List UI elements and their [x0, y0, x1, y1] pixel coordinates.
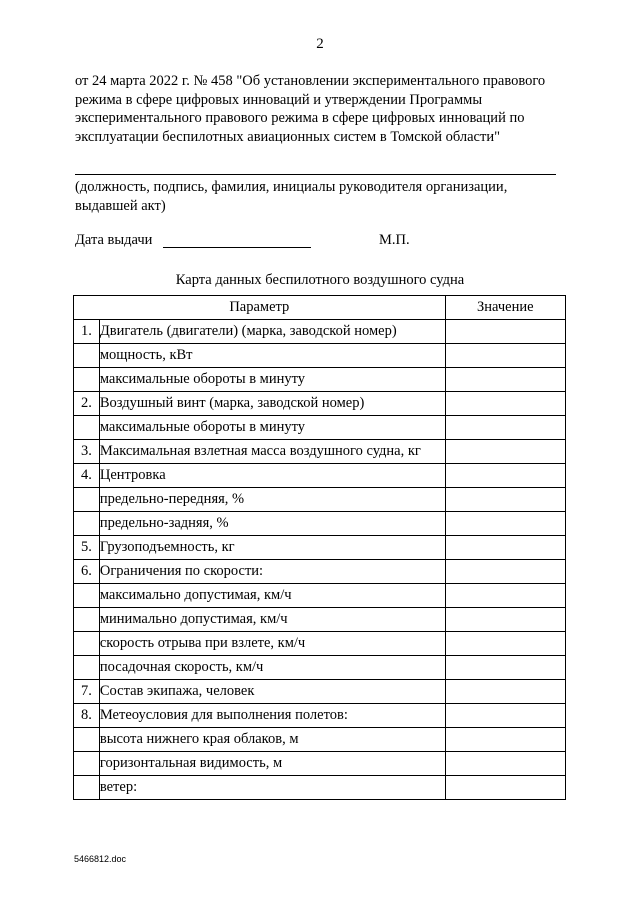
row-value-cell[interactable]	[445, 368, 565, 392]
row-value-cell[interactable]	[445, 560, 565, 584]
table-row	[74, 752, 566, 776]
row-parameter: Воздушный винт (марка, заводской номер)	[99, 392, 445, 416]
row-number	[74, 728, 100, 752]
row-parameter: горизонтальная видимость, м	[99, 752, 445, 776]
row-number	[74, 776, 100, 800]
table-title: Карта данных беспилотного воздушного судна	[175, 272, 465, 288]
row-number	[74, 656, 100, 680]
row-value-cell[interactable]	[445, 680, 565, 704]
header-value: Значение	[445, 296, 565, 320]
row-value-cell[interactable]	[445, 464, 565, 488]
aircraft-data-table	[73, 295, 566, 800]
page-number: 2	[316, 36, 324, 52]
row-parameter: максимально допустимая, км/ч	[99, 584, 445, 608]
row-number	[74, 344, 100, 368]
row-value-cell[interactable]	[445, 776, 565, 800]
row-number	[74, 416, 100, 440]
table-header-row	[74, 296, 566, 320]
row-parameter: Грузоподъемность, кг	[99, 536, 445, 560]
intro-text: от 24 марта 2022 г. № 458 "Об установлении экспериментального правового режима в сфере цифровых инноваций и утверждении Программы экспериментального правового режима в сфере цифровых инноваций по эксплуатации беспилотных авиационных систем в Томской области"	[75, 73, 546, 145]
row-value-cell[interactable]	[445, 320, 565, 344]
table-row	[74, 728, 566, 752]
row-number	[74, 488, 100, 512]
row-value-cell[interactable]	[445, 656, 565, 680]
row-parameter: максимальные обороты в минуту	[99, 416, 445, 440]
table-row	[74, 320, 566, 344]
table-row	[74, 512, 566, 536]
row-value-cell[interactable]	[445, 608, 565, 632]
table-row	[74, 344, 566, 368]
row-value-cell[interactable]	[445, 440, 565, 464]
signature-line	[75, 174, 556, 175]
row-value-cell[interactable]	[445, 488, 565, 512]
row-number: 1.	[74, 320, 100, 344]
row-value-cell[interactable]	[445, 728, 565, 752]
row-parameter: ветер:	[99, 776, 445, 800]
table-row	[74, 368, 566, 392]
row-value-cell[interactable]	[445, 632, 565, 656]
row-parameter: минимально допустимая, км/ч	[99, 608, 445, 632]
row-number: 6.	[74, 560, 100, 584]
row-number: 7.	[74, 680, 100, 704]
row-number	[74, 584, 100, 608]
row-parameter: высота нижнего края облаков, м	[99, 728, 445, 752]
row-value-cell[interactable]	[445, 584, 565, 608]
row-value-cell[interactable]	[445, 416, 565, 440]
table-body	[74, 320, 566, 800]
table-row	[74, 440, 566, 464]
table-row	[74, 536, 566, 560]
table-row	[74, 392, 566, 416]
table-row	[74, 608, 566, 632]
row-number	[74, 512, 100, 536]
row-parameter: Ограничения по скорости:	[99, 560, 445, 584]
issue-date-label: Дата выдачи	[75, 232, 153, 248]
row-parameter: скорость отрыва при взлете, км/ч	[99, 632, 445, 656]
issue-date-blank	[163, 247, 311, 248]
row-number	[74, 608, 100, 632]
row-number: 5.	[74, 536, 100, 560]
row-parameter: посадочная скорость, км/ч	[99, 656, 445, 680]
row-number	[74, 368, 100, 392]
file-reference: 5466812.doc	[74, 854, 127, 864]
row-value-cell[interactable]	[445, 392, 565, 416]
row-value-cell[interactable]	[445, 344, 565, 368]
row-parameter: Состав экипажа, человек	[99, 680, 445, 704]
table-row	[74, 488, 566, 512]
row-parameter: Центровка	[99, 464, 445, 488]
row-parameter: предельно-задняя, %	[99, 512, 445, 536]
stamp-label: М.П.	[379, 232, 410, 248]
row-number	[74, 632, 100, 656]
header-parameter: Параметр	[74, 296, 446, 320]
row-parameter: мощность, кВт	[99, 344, 445, 368]
table-row	[74, 584, 566, 608]
table-row	[74, 416, 566, 440]
row-parameter: Максимальная взлетная масса воздушного судна, кг	[99, 440, 445, 464]
row-number: 8.	[74, 704, 100, 728]
row-parameter: Метеоусловия для выполнения полетов:	[99, 704, 445, 728]
table-row	[74, 776, 566, 800]
row-number: 4.	[74, 464, 100, 488]
row-number: 3.	[74, 440, 100, 464]
row-number: 2.	[74, 392, 100, 416]
row-value-cell[interactable]	[445, 512, 565, 536]
table-row	[74, 656, 566, 680]
signature-caption: (должность, подпись, фамилия, инициалы руководителя организации, выдавшей акт)	[75, 179, 508, 214]
row-parameter: максимальные обороты в минуту	[99, 368, 445, 392]
table-row	[74, 464, 566, 488]
row-value-cell[interactable]	[445, 704, 565, 728]
row-parameter: Двигатель (двигатели) (марка, заводской номер)	[99, 320, 445, 344]
table-row	[74, 680, 566, 704]
table-row	[74, 632, 566, 656]
row-value-cell[interactable]	[445, 536, 565, 560]
row-parameter: предельно-передняя, %	[99, 488, 445, 512]
table-row	[74, 704, 566, 728]
row-number	[74, 752, 100, 776]
table-row	[74, 560, 566, 584]
row-value-cell[interactable]	[445, 752, 565, 776]
